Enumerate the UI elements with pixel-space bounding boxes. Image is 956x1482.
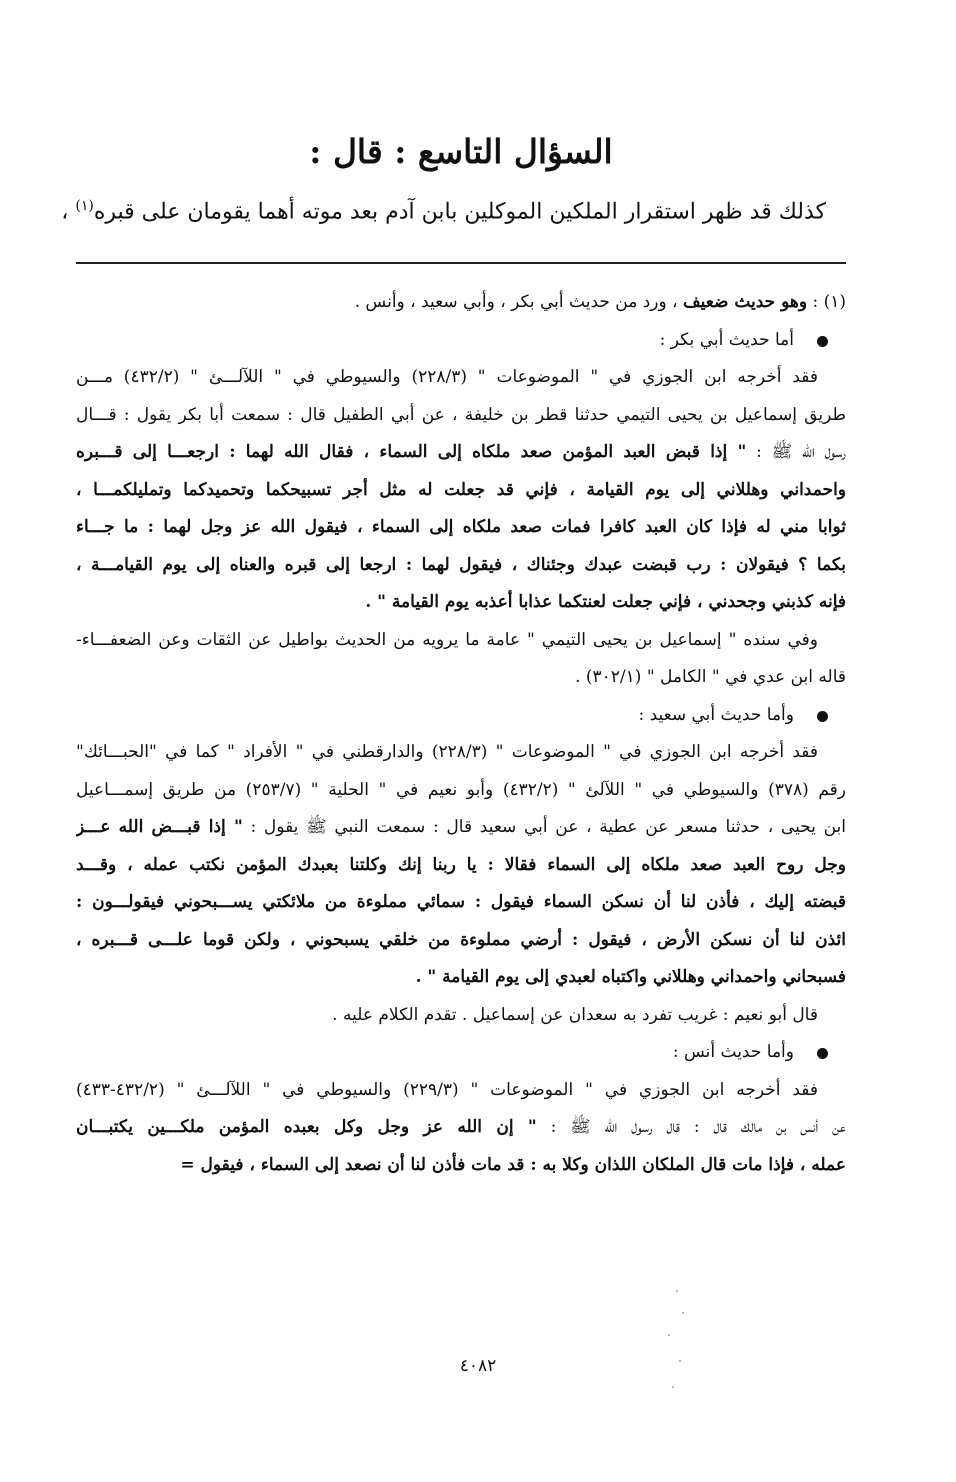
hadith-text: " إن الله عز وجل وكل بعبده المؤمن ملكـــين يكتبـــان <box>76 1117 537 1137</box>
line-text: عمله ، فإذا مات قال الملكان اللذان وكلا به : قد مات فأذن لنا أن نصعد إلى السماء ، فيقول = <box>180 1154 846 1175</box>
footnote-line <box>76 734 846 772</box>
footnote-line <box>76 434 846 472</box>
footnote-line <box>76 509 846 547</box>
footnote-line <box>76 397 846 435</box>
footnote-line <box>76 1147 846 1185</box>
footnote-line <box>76 659 846 697</box>
line-text: وجل روح العبد صعد ملكاه إلى السماء فقالا : يا ربنا إنك وكلتنا بعبدك المؤمن نكتب عمله ، وقـــد <box>76 854 846 875</box>
footnote-line <box>76 1072 846 1110</box>
scan-speck <box>679 1360 681 1362</box>
footnote-line <box>76 547 846 585</box>
footnote-line <box>76 584 846 622</box>
footnote-line <box>76 472 846 510</box>
footnote-line <box>76 959 846 997</box>
hadith-text: " إذا قبـــض الله عـــز <box>76 817 243 837</box>
line-text: بكما ؟ فيقولان : رب قبضت عبدك وجئناك ، فيقول لهما : ارجعا إلى قبره والعناه إلى يوم القيامـــة ، <box>76 554 846 575</box>
scan-speck <box>668 1334 670 1336</box>
footnote-block <box>76 284 846 1184</box>
line-text: فسبحاني واحمداني وهللاني واكتباه لعبدي إلى يوم القيامة " . <box>415 967 846 987</box>
line-text: قاله ابن عدي في " الكامل " (٣٠٢/١) . <box>575 667 846 687</box>
hadith-text: " إذا قبض العبد المؤمن صعد ملكاه إلى السماء ، فقال الله لهما : ارجعـــا إلى قـــبره <box>76 442 747 462</box>
line-text: واحمداني وهللاني إلى يوم القيامة ، فإني قد جعلت له مثل أجر تسبيحكما وتحميدكما وتمليلكمـــا ، <box>76 479 846 500</box>
line-text: طريق إسماعيل بن يحيى التيمي حدثنا قطر بن خليفة ، عن أبي الطفيل قال : سمعت أبا بكر يقول : قـــال <box>76 404 846 425</box>
line-text: فقد أخرجه ابن الجوزي في " الموضوعات " (٢٢٨/٣) والدارقطني في " الأفراد " كما في "الحبـــائك" <box>76 742 818 762</box>
line-text: ائذن لنا أن نسكن الأرض ، فيقول : أرضي مملوءة من خلقي يسبحوني ، ولكن قوما علـــى قـــبره ، <box>76 929 846 950</box>
line-text: ، ورد من حديث أبي بكر ، وأبي سعيد ، وأنس . <box>354 292 684 312</box>
footnote-reference: (١) <box>75 198 94 214</box>
line-text: قبضته إليك ، فأذن لنا أن نسكن السماء فيقول : سمائي مملوءة من ملائكتي يســـبحوني فيقولـــون : <box>76 892 846 912</box>
line-text: وأما حديث أبي سعيد : <box>638 704 794 725</box>
question-heading: السؤال التاسع : قال : <box>309 132 613 171</box>
line-text: ابن يحيى ، حدثنا مسعر عن عطية ، عن أبي سعيد قال : سمعت النبي ﷺ يقول : <box>242 817 846 837</box>
line-text: رسول الله ﷺ : <box>746 442 846 462</box>
footnote-bullet-line <box>76 1034 846 1072</box>
page-number: ٤٠٨٢ <box>459 1356 497 1376</box>
line-text: رقم (٣٧٨) والسيوطي في " اللآلئ " (٤٣٢/٢) وأبو نعيم في " الحلية " (٢٥٣/٧) من طريق إسمـــاعيل <box>76 779 846 800</box>
footnote-line <box>76 622 846 660</box>
line-text: وأما حديث أنس : <box>672 1042 794 1062</box>
bullet-icon <box>817 711 828 722</box>
footnote-line <box>76 284 846 322</box>
intro-line <box>61 188 826 230</box>
line-text: قال أبو نعيم : غريب تفرد به سعدان عن إسماعيل . تقدم الكلام عليه . <box>332 1004 818 1025</box>
hadith-text: وهو حديث ضعيف <box>683 292 808 312</box>
footnote-line <box>76 997 846 1035</box>
footnote-bullet-line <box>76 697 846 735</box>
scan-speck <box>672 1386 674 1388</box>
scan-speck <box>676 1290 678 1292</box>
footnote-line <box>76 1109 846 1147</box>
footnote-line <box>76 359 846 397</box>
footnote-line <box>76 847 846 885</box>
line-text: عن أنس بن مالك قال : قال رسول الله ﷺ : <box>536 1117 846 1137</box>
intro-trailing-comma: ، <box>61 199 69 225</box>
line-text: أما حديث أبي بكر : <box>659 329 794 350</box>
footnote-line <box>76 809 846 847</box>
bullet-icon <box>817 336 828 347</box>
intro-text: كذلك قد ظهر استقرار الملكين الموكلين بابن آدم بعد موته أهما يقومان على قبره <box>93 199 826 225</box>
footnote-separator <box>76 262 846 264</box>
bullet-icon <box>817 1048 828 1059</box>
scan-speck <box>682 1312 684 1314</box>
line-text: فقد أخرجه ابن الجوزي في " الموضوعات " (٢٢٨/٣) والسيوطي في " اللآلـــئ " (٤٣٢/٢) مـــن <box>76 367 818 387</box>
line-text: وفي سنده " إسماعيل بن يحيى التيمي " عامة ما يرويه من الحديث بواطيل عن الثقات وعن الضعفـــاء- <box>76 629 818 650</box>
line-text: ثوابا مني له فإذا كان العبد كافرا فمات صعد ملكاه إلى السماء ، فيقول الله عز وجل لهما : ما جـــاء <box>76 517 846 537</box>
footnote-bullet-line <box>76 322 846 360</box>
line-text: (١) : <box>807 292 846 312</box>
line-text: فقد أخرجه ابن الجوزي في " الموضوعات " (٢٢٩/٣) والسيوطي في " اللآلـــئ " (٤٣٢/٢-٤٣٣) <box>76 1079 818 1100</box>
footnote-line <box>76 772 846 810</box>
footnote-line <box>76 884 846 922</box>
line-text: فإنه كذبني وجحدني ، فإني جعلت لعنتكما عذابا أعذبه يوم القيامة " . <box>365 592 846 612</box>
footnote-line <box>76 922 846 960</box>
